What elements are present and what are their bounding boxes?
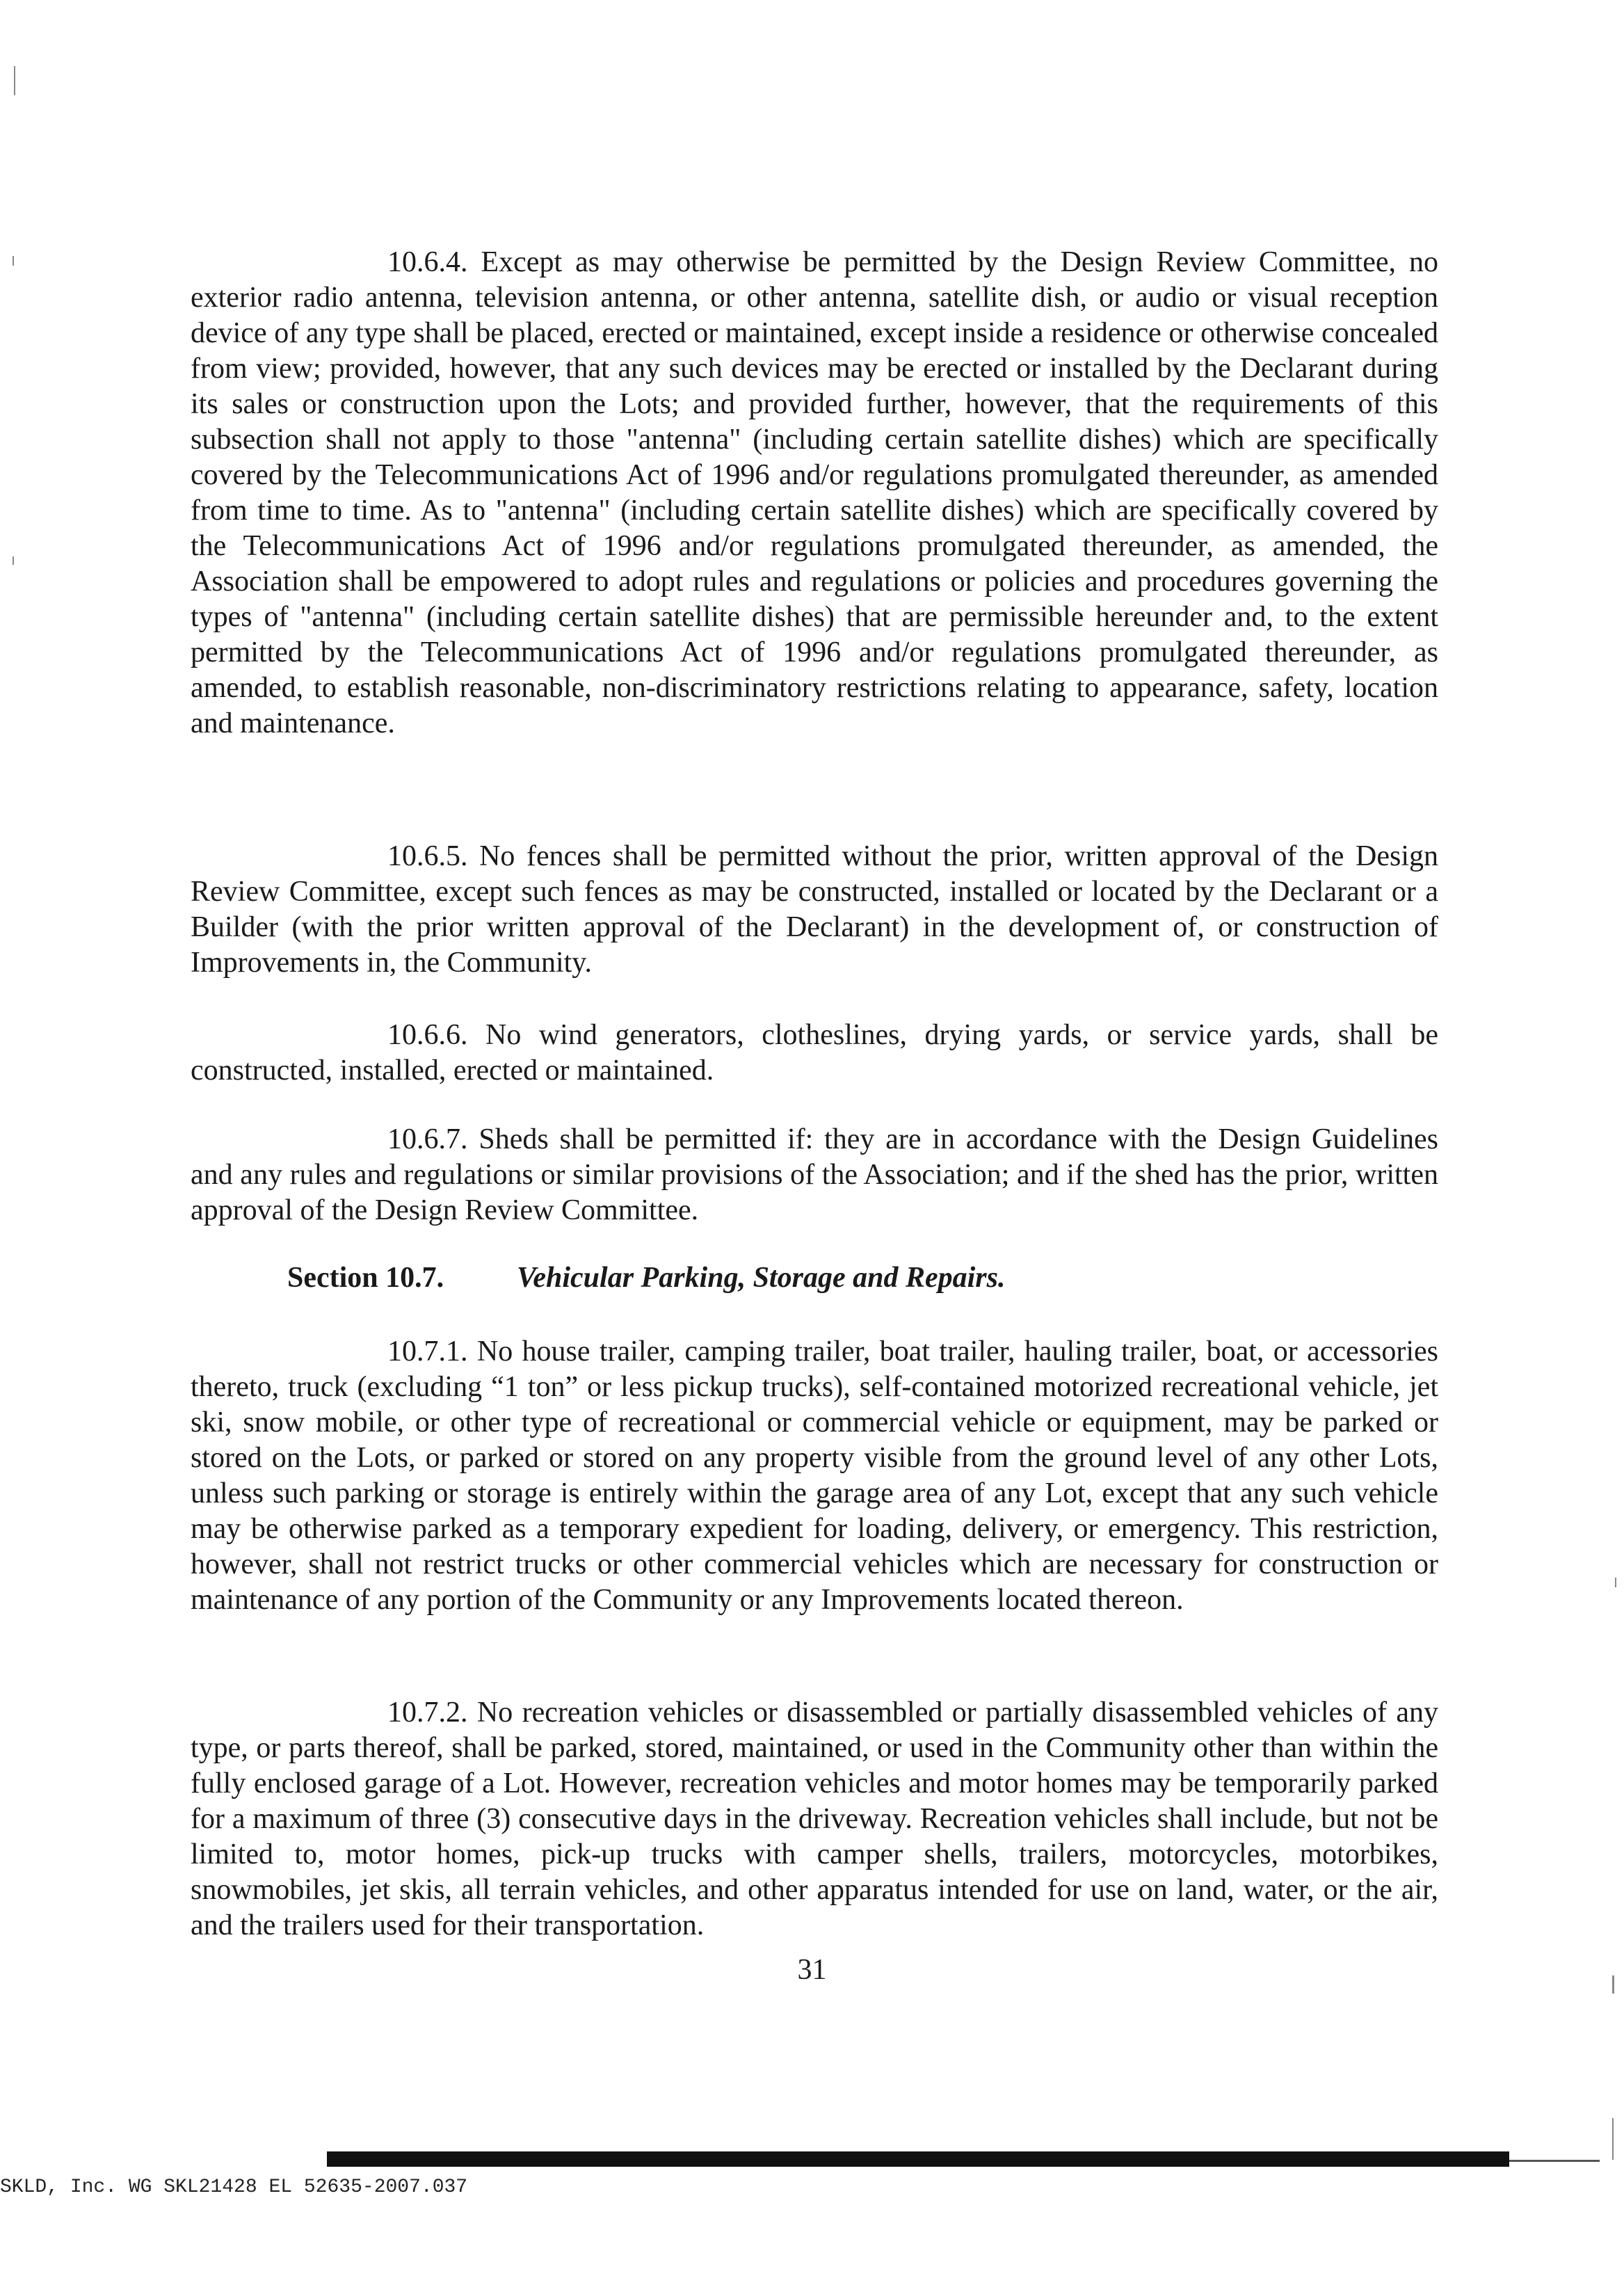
scan-margin-mark	[13, 256, 14, 266]
paragraph-10-6-6	[191, 1018, 1438, 1089]
paragraph-number: 10.7.2.	[387, 1697, 468, 1729]
paragraph-number: 10.6.4.	[387, 246, 468, 278]
scan-margin-mark	[13, 556, 14, 565]
section-title: Vehicular Parking, Storage and Repairs.	[517, 1262, 1006, 1294]
paragraph-number: 10.6.7.	[387, 1123, 468, 1155]
paragraph-10-6-4	[191, 245, 1438, 741]
paragraph-text: Sheds shall be permitted if: they are in accordance with the Design Guidelines and any rules and regulations or similar provisions of the Association; and if the shed has the prior, written approval of the Design Review Committee.	[191, 1123, 1438, 1226]
page-number: 31	[797, 1954, 827, 1986]
section-heading-10-7	[287, 1260, 1005, 1296]
scan-margin-mark	[14, 66, 15, 95]
paragraph-text: No fences shall be permitted without the prior, written approval of the Design Review Committee, except such fences as may be constructed, installed or located by the Declarant or a Builder (with the prior written approval of the Declarant) in the development of, or construction of Improvements in, the Community.	[191, 840, 1438, 979]
scan-footer-bar	[327, 2151, 1509, 2167]
footer-document-id: SKLD, Inc. WG SKL21428 EL 52635-2007.037	[0, 2176, 468, 2198]
paragraph-10-7-1	[191, 1334, 1438, 1618]
paragraph-number: 10.6.6.	[387, 1019, 468, 1051]
paragraph-text: No wind generators, clotheslines, drying yards, or service yards, shall be constructed, installed, erected or maintained.	[191, 1019, 1438, 1087]
scan-margin-mark	[1612, 2118, 1614, 2160]
scan-margin-mark	[1615, 1578, 1616, 1587]
scan-footer-line	[1509, 2160, 1600, 2162]
paragraph-text: No recreation vehicles or disassembled or partially disassembled vehicles of any type, or parts thereof, shall be parked, stored, maintained, or used in the Community other than within the fully enclosed garage of a Lot. However, recreation vehicles and motor homes may be temporarily parked for a maximum of three (3) consecutive days in the driveway. Recreation vehicles shall include, but not be limited to, motor homes, pick-up trucks with camper shells, trailers, motorcycles, motorbikes, snowmobiles, jet skis, all terrain vehicles, and other apparatus intended for use on land, water, or the air, and the trailers used for their transportation.	[191, 1697, 1438, 1941]
section-number: Section 10.7.	[287, 1262, 444, 1294]
paragraph-10-6-7	[191, 1122, 1438, 1228]
paragraph-number: 10.6.5.	[387, 840, 468, 872]
paragraph-number: 10.7.1.	[387, 1336, 468, 1368]
paragraph-text: Except as may otherwise be permitted by the Design Review Committee, no exterior radio antenna, television antenna, or other antenna, satellite dish, or audio or visual reception device of any type shall be placed, erected or maintained, except inside a residence or otherwise concealed from view; provided, however, that any such devices may be erected or installed by the Declarant during its sales or construction upon the Lots; and provided further, however, that the requirements of this subsection shall not apply to those "antenna" (including certain satellite dishes) which are specifically covered by the Telecommunications Act of 1996 and/or regulations promulgated thereunder, as amended from time to time. As to "antenna" (including certain satellite dishes) which are specifically covered by the Telecommunications Act of 1996 and/or regulations promulgated thereunder, as amended, the Association shall be empowered to adopt rules and regulations or policies and procedures governing the types of "antenna" (including certain satellite dishes) that are permissible hereunder and, to the extent permitted by the Telecommunications Act of 1996 and/or regulations promulgated thereunder, as amended, to establish reasonable, non-discriminatory restrictions relating to appearance, safety, location and maintenance.	[191, 246, 1438, 739]
paragraph-text: No house trailer, camping trailer, boat trailer, hauling trailer, boat, or accessories thereto, truck (excluding “1 ton” or less pickup trucks), self-contained motorized recreational vehicle, jet ski, snow mobile, or other type of recreational or commercial vehicle or equipment, may be parked or stored on the Lots, or parked or stored on any property visible from the ground level of any other Lots, unless such parking or storage is entirely within the garage area of any Lot, except that any such vehicle may be otherwise parked as a temporary expedient for loading, delivery, or emergency. This restriction, however, shall not restrict trucks or other commercial vehicles which are necessary for construction or maintenance of any portion of the Community or any Improvements located thereon.	[191, 1336, 1439, 1616]
scan-margin-mark	[1612, 1975, 1614, 1994]
paragraph-10-7-2	[191, 1695, 1438, 1943]
paragraph-10-6-5	[191, 839, 1438, 981]
